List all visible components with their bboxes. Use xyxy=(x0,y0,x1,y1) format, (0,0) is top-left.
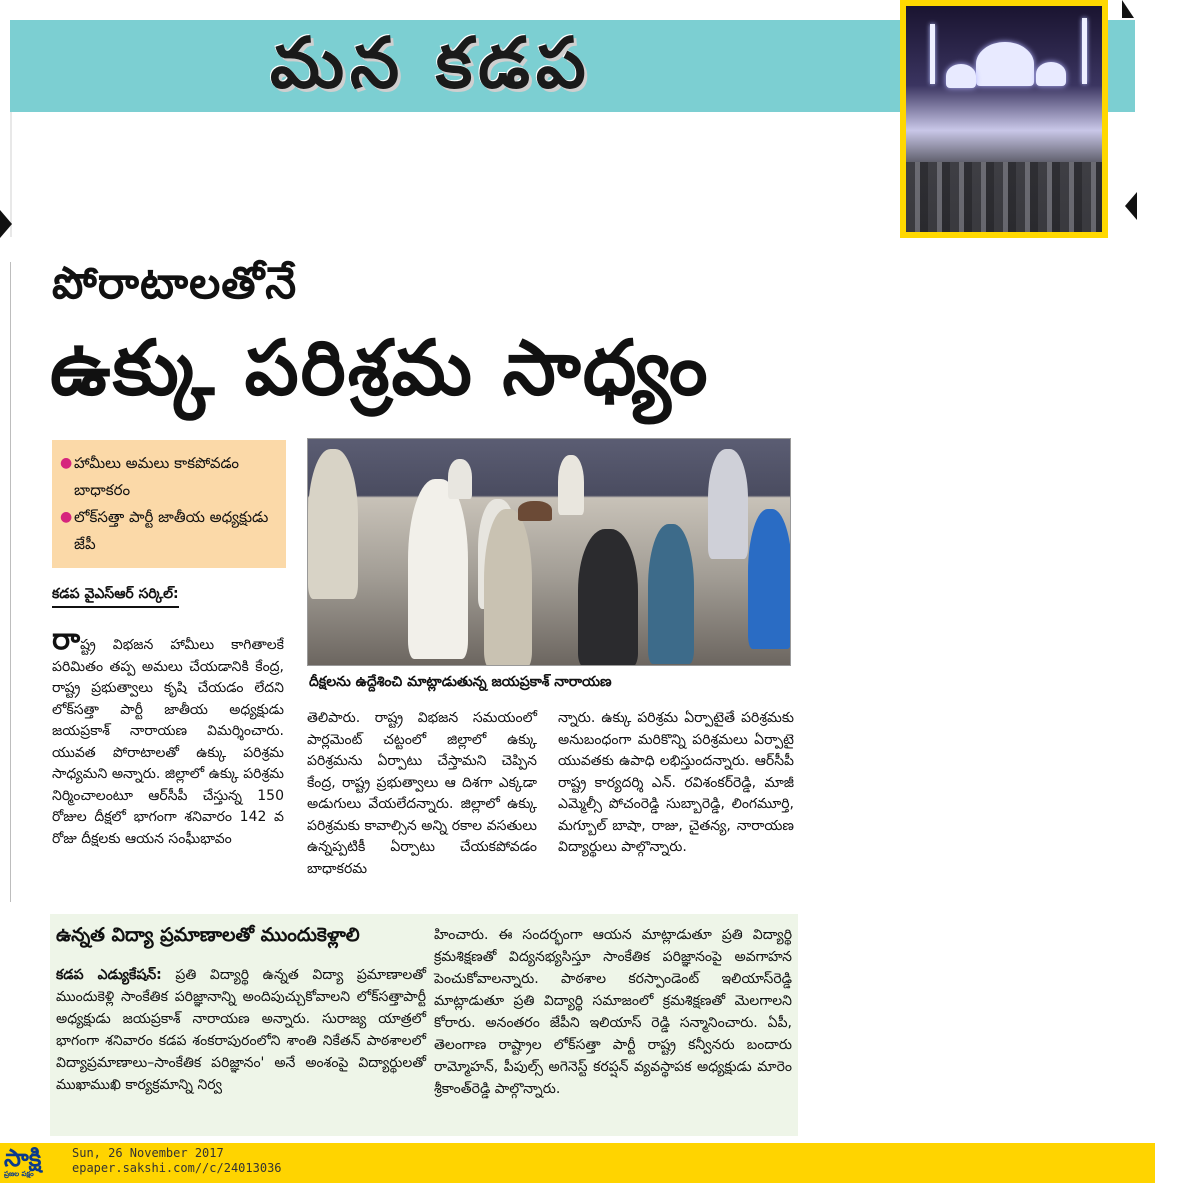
second-article-dateline: కడప ఎడ్యుకేషన్: xyxy=(56,967,162,983)
person-shape xyxy=(448,459,472,499)
dome-shape xyxy=(946,64,976,88)
dome-shape xyxy=(976,42,1034,86)
article-headline[interactable]: ఉక్కు పరిశ్రమ సాధ్యం xyxy=(50,323,710,412)
section-title: మన కడప xyxy=(270,22,592,104)
photo-caption: దీక్షలను ఉద్దేశించి మాట్లాడుతున్న జయప్రకాశ్ నారాయణ xyxy=(309,674,612,690)
person-shape xyxy=(648,524,694,664)
person-shape xyxy=(308,449,358,599)
drop-cap: రా xyxy=(52,622,81,657)
person-shape xyxy=(708,449,748,559)
highlight-item xyxy=(60,450,278,504)
section-header-panel xyxy=(10,112,900,237)
corner-mark-top-right xyxy=(1122,0,1134,18)
header-photo-mosque[interactable] xyxy=(900,0,1108,238)
article-column-3: న్నారు. ఉక్కు పరిశ్రమ ఏర్పాటైతే పరిశ్రమకు అనుబంధంగా మరికొన్ని పరిశ్రమలు ఏర్పాటై యువతకు ఉపాధి లభిస్తుందన్నారు. ఆర్‌సీపీ రాష్ట్ర కార్యదర్శి ఎన్. రవిశంకర్‌రెడ్డి, మాజీ ఎమ్మెల్సీ పోచంరెడ్డి సుబ్బారెడ్డి, లింగమూర్తి, మగ్బూల్ బాషా, రాజు, చైతన్య, నారాయణ విద్యార్థులు పాల్గొన్నారు. xyxy=(558,710,794,855)
left-column-rule xyxy=(10,262,11,902)
second-article[interactable] xyxy=(50,914,798,1136)
person-shape xyxy=(518,501,552,521)
corner-mark-right xyxy=(1125,192,1137,220)
column-text: ష్ట్ర విభజన హామీలు కాగితాలకే పరిమితం తప్ప అమలు చేయడానికి కేంద్ర, రాష్ట్ర ప్రభుత్వాలు కృషి చేయడం లేదని లోక్‌సత్తా పార్టీ జాతీయ అధ్యక్షుడు జయప్రకాశ్ నారాయణ విమర్శించారు. యువత పోరాటాలతో ఉక్కు పరిశ్రమ సాధ్యమని అన్నారు. జిల్లాలో ఉక్కు పరిశ్రమ నిర్మించాలంటూ ఆర్‌సీపీ చేస్తున్న 150 రోజుల దీక్షలో భాగంగా శనివారం 142 వ రోజు దీక్షలకు ఆయన సంఘీభావం xyxy=(52,637,284,847)
column-text: ప్రతి విద్యార్థి ఉన్నత విద్యా ప్రమాణాలతో ముందుకెళ్లి సాంకేతిక పరిజ్ఞానాన్ని అందిపుచ్చుకోవాలని లోక్‌సత్తాపార్టీ అధ్యక్షుడు జయప్రకాశ్ నారాయణ అన్నారు. సురాజ్య యాత్రలో భాగంగా శనివారం కడప శంకరాపురంలోని శాంతి నికేతన్ పాఠశాలలో విద్యాప్రమాణాలు–సాంకేతిక పరిజ్ఞానం' అనే అంశంపై విద్యార్థులతో ముఖాముఖి కార్యక్రమాన్ని నిర్వ xyxy=(56,967,426,1093)
person-shape xyxy=(484,509,532,666)
logo-text: సాక్షి xyxy=(4,1144,42,1172)
footer-date: Sun, 26 November 2017 xyxy=(72,1146,224,1160)
bullet-icon: ● xyxy=(60,509,73,525)
article-photo[interactable] xyxy=(307,438,791,666)
bullet-icon: ● xyxy=(60,455,73,471)
highlight-item xyxy=(60,504,278,558)
article-column-1 xyxy=(52,622,284,850)
sakshi-logo[interactable] xyxy=(4,1145,66,1179)
corner-mark-left xyxy=(0,210,12,238)
footer-url[interactable]: epaper.sakshi.com//c/24013036 xyxy=(72,1161,282,1175)
second-article-column-2: హించారు. ఈ సందర్భంగా ఆయన మాట్లాడుతూ ప్రతి విద్యార్థి క్రమశిక్షణతో విద్యనభ్యసిస్తూ సాంకేతిక పరిజ్ఞానంపై అవగాహన పెంచుకోవాలన్నారు. పాఠశాల కరస్పాండెంట్ ఇలియాస్‌రెడ్డి మాట్లాడుతూ ప్రతి విద్యార్థి సమాజంలో క్రమశిక్షణతో మెలగాలని కోరారు. అనంతరం జేపీని ఇలియాస్ రెడ్డి సన్మానించారు. ఏపీ, తెలంగాణ రాష్ట్రాల లోక్‌సత్తా పార్టీ రాష్ట్ర కన్వీనరు బందారు రామ్మోహన్, పీపుల్స్ అగెనెస్ట్ కరప్షన్ వ్యవస్థాపక అధ్యక్షుడు మారెం శ్రీకాంత్‌రెడ్డి పాల్గొన్నారు. xyxy=(434,927,792,1097)
second-article-column-1 xyxy=(56,964,426,1096)
article-kicker: పోరాటాలతోనే xyxy=(52,258,298,309)
crowd-shape xyxy=(906,162,1102,232)
highlight-text: లోక్‌సత్తా పార్టీ జాతీయ అధ్యక్షుడు జేపీ xyxy=(74,508,269,553)
person-shape xyxy=(748,509,791,649)
highlights-box xyxy=(52,440,286,568)
header-photo-image xyxy=(906,6,1102,232)
minaret-shape xyxy=(930,24,935,84)
person-shape xyxy=(408,479,468,659)
minaret-shape xyxy=(1082,18,1087,84)
person-shape xyxy=(578,529,638,666)
second-article-title[interactable]: ఉన్నత విద్యా ప్రమాణాలతో ముందుకెళ్లాలి xyxy=(56,924,360,946)
logo-tagline: ప్రజల పక్షం xyxy=(4,1170,34,1178)
article-dateline: కడప వైఎస్‌ఆర్ సర్కిల్: xyxy=(52,586,179,608)
highlight-text: హామీలు అమలు కాకపోవడం బాధాకరం xyxy=(74,454,240,499)
person-shape xyxy=(558,455,584,515)
article-column-2: తెలిపారు. రాష్ట్ర విభజన సమయంలో పార్లమెంట్ చట్టంలో జిల్లాలో ఉక్కు పరిశ్రమను ఏర్పాటు చేస్తామని చెప్పిన కేంద్ర, రాష్ట్ర ప్రభుత్వాలు ఆ దిశగా ఎక్కడా అడుగులు వేయలేదన్నారు. జిల్లాలో ఉక్కు పరిశ్రమకు కావాల్సిన అన్ని రకాల వసతులు ఉన్నప్పటికీ ఏర్పాటు చేయకపోవడం బాధాకరమ xyxy=(307,710,537,877)
dome-shape xyxy=(1036,62,1066,86)
